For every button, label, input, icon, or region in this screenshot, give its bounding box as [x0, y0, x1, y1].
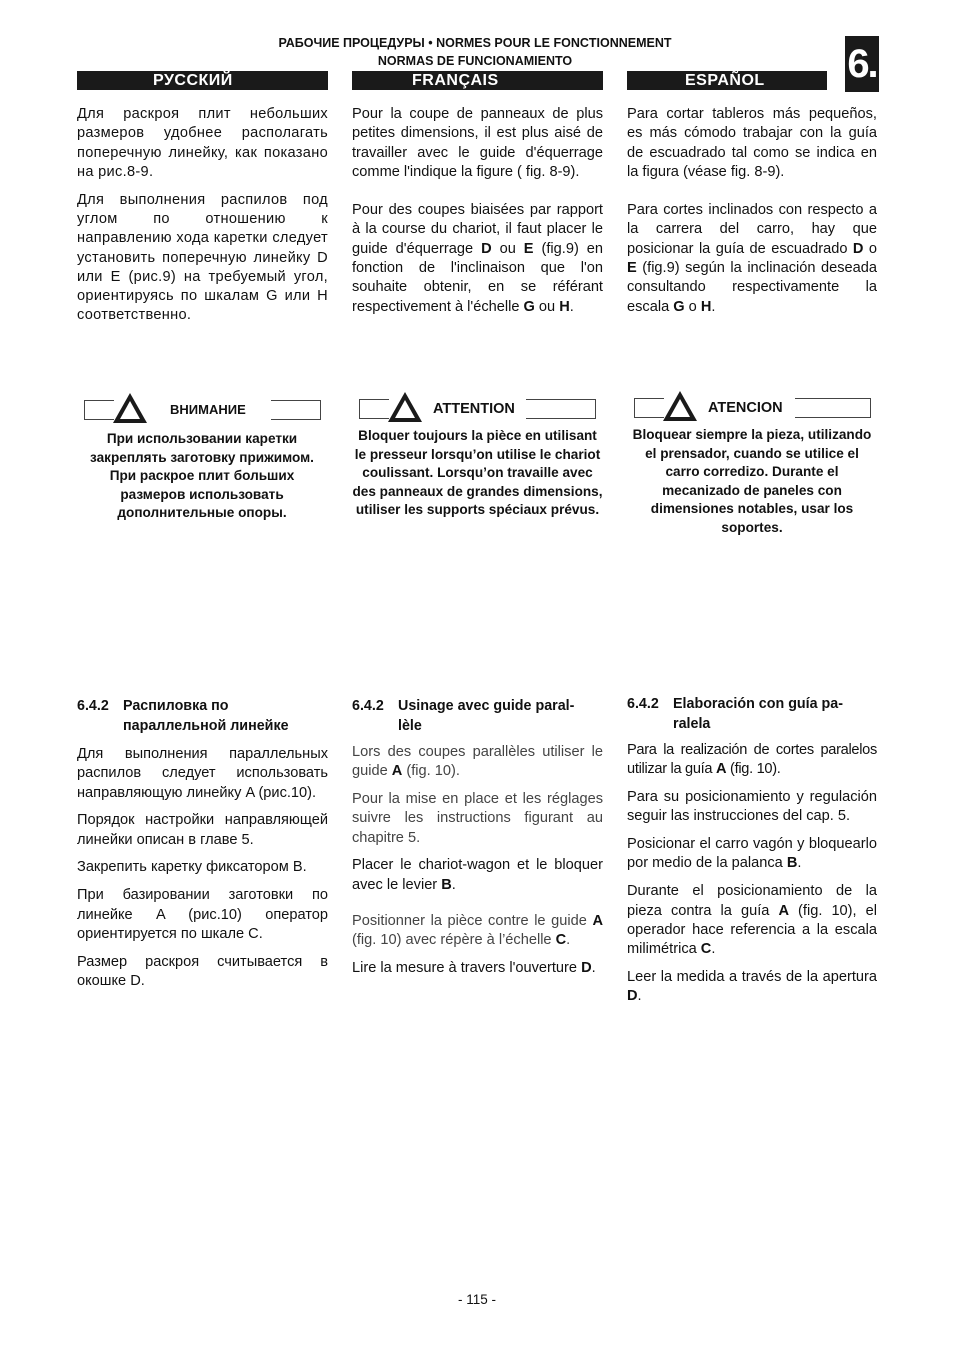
ru-body-paragraph-4: При базировании заготовки по линейке A (рис.10) оператор ориентируется по шкале C.	[77, 887, 328, 942]
ru-section	[77, 697, 328, 1000]
page-number: - 115 -	[457, 1292, 496, 1307]
text-run: (fig.9) según la inclinación deseada consultando respectivamente la escala	[627, 260, 877, 315]
text-run: .	[569, 298, 574, 315]
fr-intro-paragraph-1: Pour la coupe de panneaux de plus petites dimensions, il est plus aisé de travailler avec le guide d'équerrage comme l'indique la figure ( fig. 8-9).	[352, 106, 603, 180]
header-line-2: NORMAS DE FUNCIONAMIENTO	[377, 54, 573, 68]
es-warning-label: ATENCION	[708, 400, 783, 416]
fr-warning-header	[359, 399, 596, 419]
text-run: (fig. 10).	[402, 763, 460, 780]
ru-intro-paragraph-1: Для раскроя плит небольших размеров удобнее располагать поперечную линейку, как показано на рис.8-9.	[77, 106, 328, 180]
fr-body-paragraph-1	[352, 743, 603, 782]
ru-intro-paragraph-2: Для выполнения распилов под углом по отношению к направлению хода каретки следует установить поперечную линейку D или E (рис.9) на требуемый угол, ориентируясь по шкалам G или H соответственно.	[77, 191, 328, 324]
ref-letter: D	[627, 988, 638, 1005]
fr-section-title-1: Usinage avec guide paral-	[398, 698, 575, 714]
ref-letter: D	[852, 240, 864, 257]
fr-section-number: 6.4.2	[352, 698, 384, 714]
text-run: Lire la mesure à travers l'ouverture	[352, 960, 582, 977]
ref-letter: H	[559, 298, 570, 315]
ru-section-title-1: Распиловка по	[123, 698, 229, 714]
fr-section	[352, 697, 603, 987]
text-run: (fig.9) en fonction de l'inclinaison que l'on souhaite obtenir, en se référant respectivement à l'échelle	[352, 240, 603, 315]
es-warning-header	[634, 398, 871, 418]
ru-intro	[77, 105, 328, 334]
text-run: Placer le chariot-wagon et le bloquer avec le levier	[352, 857, 603, 893]
ref-letter: E	[627, 260, 637, 277]
fr-warning-text: Bloquer toujours la pièce en utilisant le presseur lorsqu’on utilise le chariot coulissant. Lorsqu’on travaille avec des panneaux de grandes dimensions, utiliser les supports spéciaux prévus.	[352, 428, 603, 517]
header-line-1: РАБОЧИЕ ПРОЦЕДУРЫ • NORMES POUR LE FONCTIONNEMENT	[278, 36, 672, 50]
text-run: .	[797, 855, 802, 872]
fr-body-paragraph-5	[352, 959, 603, 978]
ru-body-paragraph-2: Порядок настройки направляющей линейки описан в главе 5.	[77, 812, 328, 848]
es-section-title-1: Elaboración con guía pa-	[673, 696, 843, 712]
ru-body-paragraph-5: Размер раскроя считывается в окошке D.	[77, 953, 328, 989]
text-run: .	[711, 941, 716, 958]
ru-section-number: 6.4.2	[77, 698, 109, 714]
ref-letter: B	[786, 855, 798, 872]
text-run: ou	[491, 240, 524, 257]
ref-letter: B	[441, 876, 452, 893]
fr-body-paragraph-3	[352, 856, 603, 895]
ref-letter: E	[523, 240, 534, 257]
ref-letter: A	[778, 902, 789, 919]
fr-warning-label: ATTENTION	[433, 401, 515, 417]
text-run: .	[451, 876, 456, 893]
text-run: ou	[534, 298, 560, 315]
es-section	[627, 695, 877, 1015]
ru-section-title-2: параллельной линейке	[123, 717, 289, 734]
es-body-paragraph-4	[627, 882, 877, 959]
ref-letter: A	[592, 913, 603, 930]
ru-section-heading	[77, 697, 328, 736]
warning-triangle-icon	[387, 391, 423, 423]
ref-letter: G	[523, 298, 535, 315]
warning-triangle-icon	[662, 390, 698, 422]
ref-letter: A	[716, 761, 727, 778]
ref-letter: D	[581, 960, 592, 977]
text-run: Positionner la pièce contre le guide	[352, 913, 593, 930]
chapter-number: 6.	[845, 36, 879, 92]
text-run: Para la realización de cortes paralelos utilizar la guía	[627, 742, 877, 778]
ru-body-paragraph-1: Для выполнения параллельных распилов следует использовать направляющую линейку A (рис.10).	[77, 746, 328, 801]
text-run: Para cortes inclinados con respecto a la carrera del carro, hay que posicionar la guía de escuadrado	[627, 202, 877, 257]
text-run: o	[684, 298, 701, 315]
ref-letter: G	[673, 298, 685, 315]
ref-letter: D	[481, 240, 492, 257]
ref-letter: H	[700, 298, 712, 315]
text-run: Leer la medida a través de la apertura	[627, 968, 877, 985]
es-body-paragraph-5	[627, 968, 877, 1007]
text-run: .	[591, 960, 596, 977]
text-run: Pour des coupes biaisées par rapport à la course du chariot, il faut placer le guide d'équerrage	[352, 202, 603, 257]
text-run: .	[711, 298, 716, 315]
ref-letter: A	[391, 763, 403, 780]
fr-section-heading	[352, 697, 603, 736]
ru-warning-text: При использовании каретки закреплять заготовку прижимом. При раскрое плит больших размеров использовать дополнительные опоры.	[90, 431, 314, 520]
text-run: (fig. 10), el operador hace referencia a la escala milimétrica	[627, 902, 878, 958]
fr-section-title-2: lèle	[398, 717, 422, 734]
lang-bar-russian: РУССКИЙ	[77, 71, 328, 90]
text-run: o	[863, 240, 877, 257]
lang-bar-french: FRANÇAIS	[352, 71, 603, 90]
es-warning-text: Bloquear siempre la pieza, utilizando el prensador, cuando se utilice el carro corredizo. Durante el mecanizado de paneles con dimensiones notables, usar los soportes.	[632, 427, 872, 535]
text-run: Durante el posicionamiento de la pieza contra la guía	[627, 883, 877, 919]
es-body-paragraph-1	[627, 741, 877, 780]
es-intro-paragraph-2	[627, 201, 877, 317]
fr-body-paragraph-4	[352, 912, 603, 951]
fr-intro-paragraph-2	[352, 201, 603, 317]
ref-letter: C	[555, 932, 567, 949]
text-run: Lors des coupes parallèles utiliser le guide	[352, 744, 603, 780]
ru-body-paragraph-3: Закрепить каретку фиксатором B.	[77, 859, 307, 876]
text-run: Posicionar el carro vagón y bloquearlo por medio de la palanca	[627, 836, 877, 872]
text-run: .	[637, 988, 642, 1005]
es-body-paragraph-2: Para su posicionamiento y regulación seguir las instrucciones del cap. 5.	[627, 789, 877, 825]
text-run: (fig. 10).	[726, 761, 781, 778]
lang-bar-spanish: ESPAÑOL	[627, 71, 827, 90]
es-section-number: 6.4.2	[627, 696, 659, 712]
fr-intro	[352, 105, 603, 325]
es-body-paragraph-3	[627, 835, 877, 874]
ru-warning-label: ВНИМАНИЕ	[170, 402, 246, 417]
text-run: (fig. 10) avec répère à l’échelle	[352, 932, 556, 949]
es-section-title-2: ralela	[673, 715, 711, 732]
es-intro-paragraph-1: Para cortar tableros más pequeños, es más cómodo trabajar con la guía de escuadrado tal como se indica en la figura (véase fig. 8-9).	[627, 106, 877, 180]
es-section-heading	[627, 695, 877, 734]
fr-body-paragraph-2: Pour la mise en place et les réglages suivre les instructions figurant au chapitre 5.	[352, 791, 603, 846]
ref-letter: C	[700, 941, 712, 958]
text-run: .	[566, 932, 571, 949]
ru-warning-header	[84, 400, 321, 420]
warning-triangle-icon	[112, 392, 148, 424]
es-intro	[627, 105, 877, 325]
